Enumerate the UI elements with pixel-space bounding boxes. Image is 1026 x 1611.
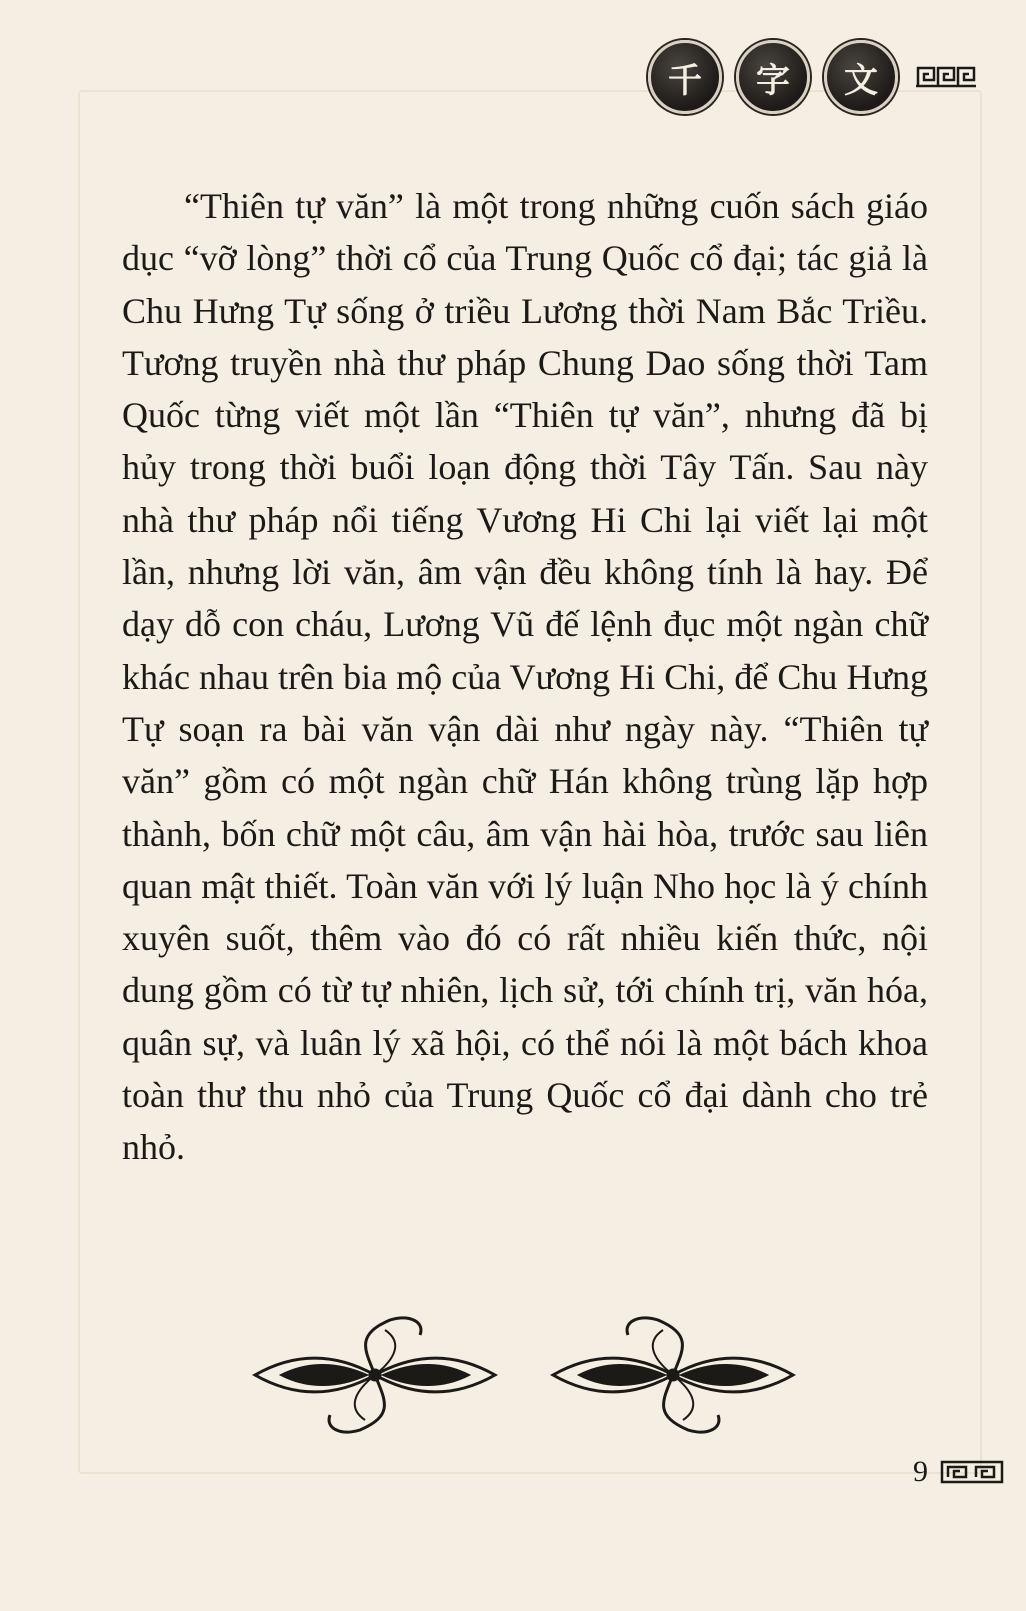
seal-zi-icon: 字 — [736, 40, 810, 114]
body-paragraph: “Thiên tự văn” là một trong những cuốn sách giáo dục “vỡ lòng” thời cổ của Trung Quốc cổ đại; tác giả là Chu Hưng Tự sống ở triều Lương thời Nam Bắc Triều. Tương truyền nhà thư pháp Chung Dao sống thời Tam Quốc từng viết một lần “Thiên tự văn”, nhưng đã bị hủy trong thời buổi loạn động thời Tây Tấn. Sau này nhà thư pháp nổi tiếng Vương Hi Chi lại viết lại một lần, nhưng lời văn, âm vận đều không tính là hay. Để dạy dỗ con cháu, Lương Vũ đế lệnh đục một ngàn chữ khác nhau trên bia mộ của Vương Hi Chi, để Chu Hưng Tự soạn ra bài văn vận dài như ngày này. “Thiên tự văn” gồm có một ngàn chữ Hán không trùng lặp hợp thành, bốn chữ một câu, âm vận hài hòa, trước sau liên quan mật thiết. Toàn văn với lý luận Nho học là ý chính xuyên suốt, thêm vào đó có rất nhiều kiến thức, nội dung gồm có từ tự nhiên, lịch sử, tới chính trị, văn hóa, quân sự, và luân lý xã hội, có thể nói là một bách khoa toàn thư thu nhỏ của Trung Quốc cổ đại dành cho trẻ nhỏ. — [122, 186, 928, 1168]
greek-key-fret-icon — [916, 66, 976, 88]
header-seals — [648, 40, 976, 114]
seal-qian-icon: 千 — [648, 40, 722, 114]
floral-scroll-ornament-icon — [548, 1310, 798, 1440]
greek-key-fret-icon — [940, 1459, 1004, 1485]
seal-wen-icon: 文 — [824, 40, 898, 114]
page-footer — [913, 1455, 1004, 1489]
page-number: 9 — [913, 1455, 928, 1488]
floral-scroll-ornament-icon — [250, 1310, 500, 1440]
